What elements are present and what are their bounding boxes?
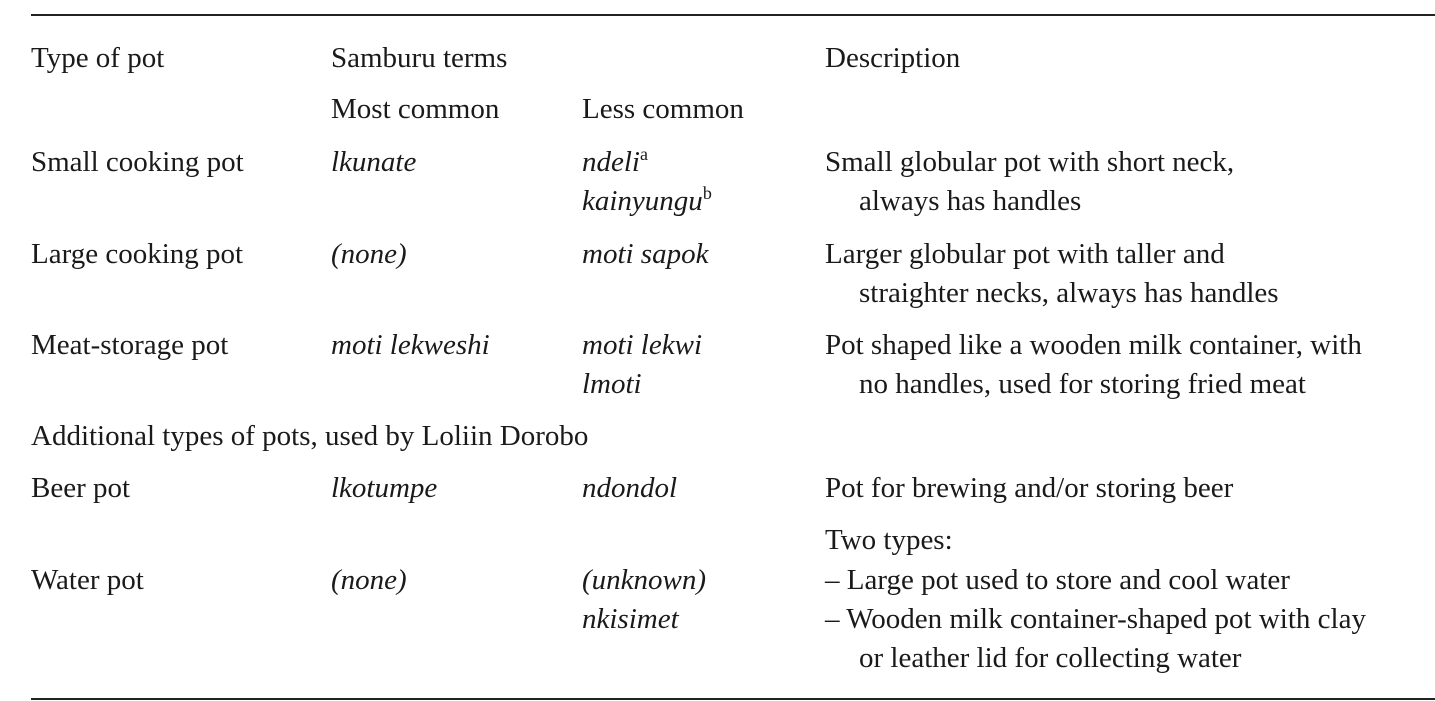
- header-less-common: Less common: [582, 93, 744, 125]
- header-type-of-pot: Type of pot: [31, 42, 165, 74]
- section-heading: Additional types of pots, used by Loliin Dorobo: [31, 420, 589, 452]
- term: kainyungu: [582, 185, 703, 217]
- cell-description: Two types:: [825, 524, 953, 556]
- cell-description: Small globular pot with short neck,: [825, 146, 1235, 178]
- cell-description: or leather lid for collecting water: [859, 642, 1242, 674]
- header-samburu-terms: Samburu terms: [331, 42, 508, 74]
- footnote-marker: a: [640, 144, 648, 164]
- footnote-marker: b: [702, 183, 712, 203]
- cell-description: Larger globular pot with taller and: [825, 238, 1225, 270]
- cell-description: Pot for brewing and/or storing beer: [825, 472, 1234, 504]
- header-description: Description: [825, 42, 961, 74]
- cell-less-common: moti lekwi: [582, 329, 703, 361]
- cell-description: – Large pot used to store and cool water: [825, 564, 1290, 596]
- cell-type: Beer pot: [31, 472, 131, 504]
- cell-most-common: (none): [331, 238, 407, 270]
- header-most-common: Most common: [331, 93, 500, 125]
- cell-most-common: (none): [331, 564, 407, 596]
- cell-type: Small cooking pot: [31, 146, 244, 178]
- cell-less-common: (unknown): [582, 564, 707, 596]
- cell-description: – Wooden milk container-shaped pot with clay: [825, 603, 1366, 635]
- cell-description: no handles, used for storing fried meat: [859, 368, 1306, 400]
- cell-type: Large cooking pot: [31, 238, 244, 270]
- cell-less-common: [582, 142, 648, 185]
- cell-description: always has handles: [859, 185, 1082, 217]
- cell-type: Meat-storage pot: [31, 329, 229, 361]
- cell-less-common: ndondol: [582, 472, 678, 504]
- cell-less-common: nkisimet: [582, 603, 679, 635]
- cell-less-common: moti sapok: [582, 238, 709, 270]
- cell-most-common: lkunate: [331, 146, 417, 178]
- cell-most-common: moti lekweshi: [331, 329, 490, 361]
- term: ndeli: [582, 146, 640, 178]
- cell-less-common: lmoti: [582, 368, 642, 400]
- table-top-rule: [31, 14, 1435, 16]
- cell-type: Water pot: [31, 564, 144, 596]
- cell-description: straighter necks, always has handles: [859, 277, 1279, 309]
- cell-most-common: lkotumpe: [331, 472, 438, 504]
- cell-description: Pot shaped like a wooden milk container, with: [825, 329, 1362, 361]
- table-bottom-rule: [31, 698, 1435, 700]
- cell-less-common: [582, 181, 712, 224]
